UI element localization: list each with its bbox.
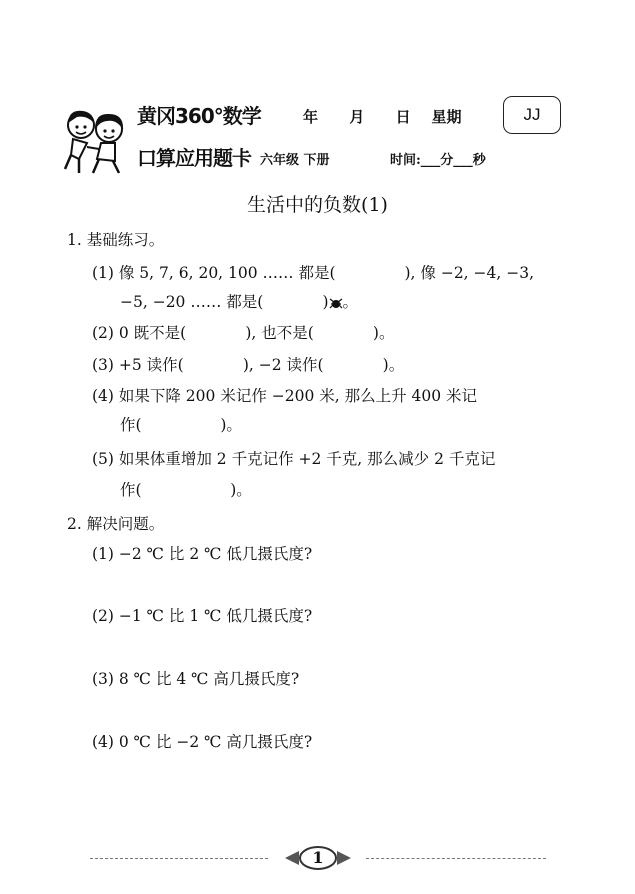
page-title: 生活中的负数(1) bbox=[247, 194, 388, 216]
question-1-1-text: −5, −20 …… 都是( ) bbox=[120, 293, 329, 311]
question-2-4: (4) 0 ℃ 比 −2 ℃ 高几摄氏度? bbox=[92, 733, 313, 751]
question-1-5: (5) 如果体重增加 2 千克记作 +2 千克, 那么减少 2 千克记 bbox=[92, 450, 496, 468]
section-heading-basic: 1. 基础练习。 bbox=[67, 231, 165, 249]
question-1-1: (1) 像 5, 7, 6, 20, 100 …… 都是( ), 像 −2, −4, −3, bbox=[92, 264, 535, 282]
question-1-4-continued: 作( )。 bbox=[120, 416, 242, 434]
page-number: 1 bbox=[312, 848, 324, 867]
brand-subtitle: 口算应用题卡 bbox=[137, 146, 251, 170]
question-2-2: (2) −1 ℃ 比 1 ℃ 低几摄氏度? bbox=[92, 607, 313, 625]
edition-badge: JJ bbox=[503, 96, 561, 134]
question-1-5-continued: 作( )。 bbox=[120, 481, 252, 499]
footer-divider-right bbox=[366, 858, 546, 859]
time-field: 时间:___分___秒 bbox=[390, 153, 486, 168]
question-2-3: (3) 8 ℃ 比 4 ℃ 高几摄氏度? bbox=[92, 670, 300, 688]
cartoon-kids-logo bbox=[57, 103, 137, 177]
question-1-4: (4) 如果下降 200 米记作 −200 米, 那么上升 400 米记 bbox=[92, 387, 478, 405]
question-1-1-continued bbox=[120, 290, 358, 312]
question-1-3: (3) +5 读作( ), −2 读作( )。 bbox=[92, 356, 405, 374]
question-2-1: (1) −2 ℃ 比 2 ℃ 低几摄氏度? bbox=[92, 545, 313, 563]
section-heading-problems: 2. 解决问题。 bbox=[67, 515, 165, 533]
footer-divider-left bbox=[90, 858, 268, 859]
date-fields: 年 月 日 星期 bbox=[303, 108, 462, 126]
question-1-1-end: 。 bbox=[342, 293, 359, 311]
bug-icon bbox=[329, 297, 343, 309]
question-1-2: (2) 0 既不是( ), 也不是( )。 bbox=[92, 324, 395, 342]
brand-title: 黄冈360°数学 bbox=[137, 104, 261, 128]
grade-label: 六年级 下册 bbox=[260, 153, 330, 168]
